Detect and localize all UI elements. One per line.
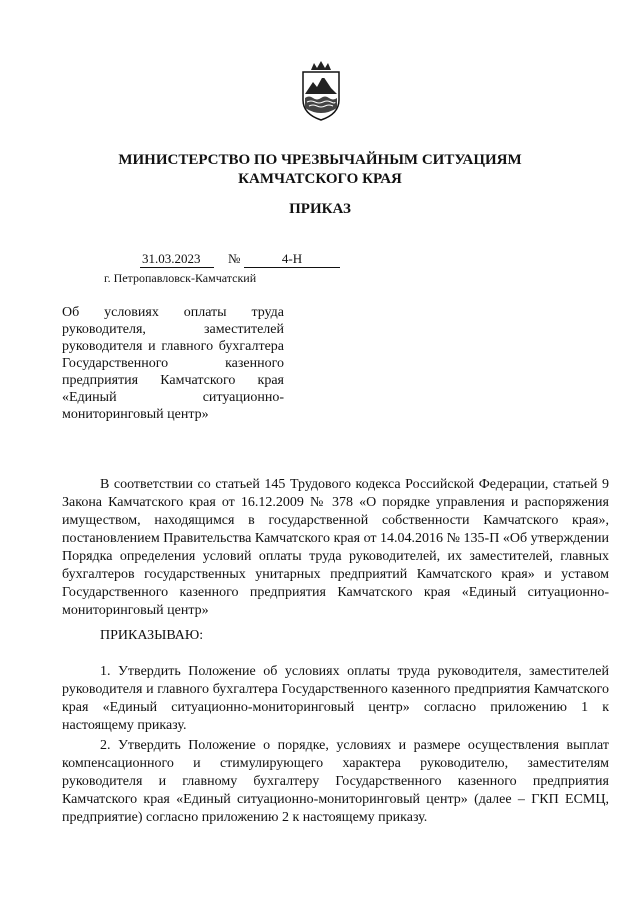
ministry-name [0,151,640,189]
order-date: 31.03.2023 [140,251,214,268]
order-subject: Об условиях оплаты труда руководителя, заместителей руководителя и главного бухгалтера Государственного казенного предприятия Камчатского края «Единый ситуационно-мониторинговый центр» [62,305,284,422]
document-type: ПРИКАЗ [289,201,351,217]
order-number-sign: № [228,251,241,266]
ministry-name-line1: МИНИСТЕРСТВО ПО ЧРЕЗВЫЧАЙНЫМ СИТУАЦИЯМ [118,152,522,168]
kamchatka-coat-of-arms-icon [299,60,343,122]
order-city: г. Петропавловск-Камчатский [104,271,257,285]
ministry-name-line2: КАМЧАТСКОГО КРАЯ [238,171,402,187]
order-item-2: 2. Утвердить Положение о порядке, условиях и размере осуществления выплат компенсационного и стимулирующего характера руководителю, заместителям руководителя и главному бухгалтеру Государственного казенного предприятия Камчатского края «Единый ситуационно-мониторинговый центр» (далее – ГКП ЕСМЦ, предприятие) согласно приложению 2 к настоящему приказу. [62,738,609,825]
preamble-paragraph: В соответствии со статьей 145 Трудового кодекса Российской Федерации, статьей 9 Закона Камчатского края от 16.12.2009 № 378 «О порядке управления и распоряжения имуществом, находящимся в государственной собственности Камчатского края», постановлением Правительства Камчатского края от 14.04.2016 № 135-П «Об утверждении Порядка определения условий оплаты труда руководителей, их заместителей, главных бухгалтеров государственных унитарных предприятий Камчатского края» и уставом Государственного казенного предприятия Камчатского края «Единый ситуационно-мониторинговый центр» [62,477,609,618]
order-item-1: 1. Утвердить Положение об условиях оплаты труда руководителя, заместителей руководителя и главного бухгалтера Государственного казенного предприятия Камчатского края «Единый ситуационно-мониторинговый центр» согласно приложению 1 к настоящему приказу. [62,664,609,733]
order-word: ПРИКАЗЫВАЮ: [100,628,204,643]
order-number: 4-Н [244,251,340,268]
